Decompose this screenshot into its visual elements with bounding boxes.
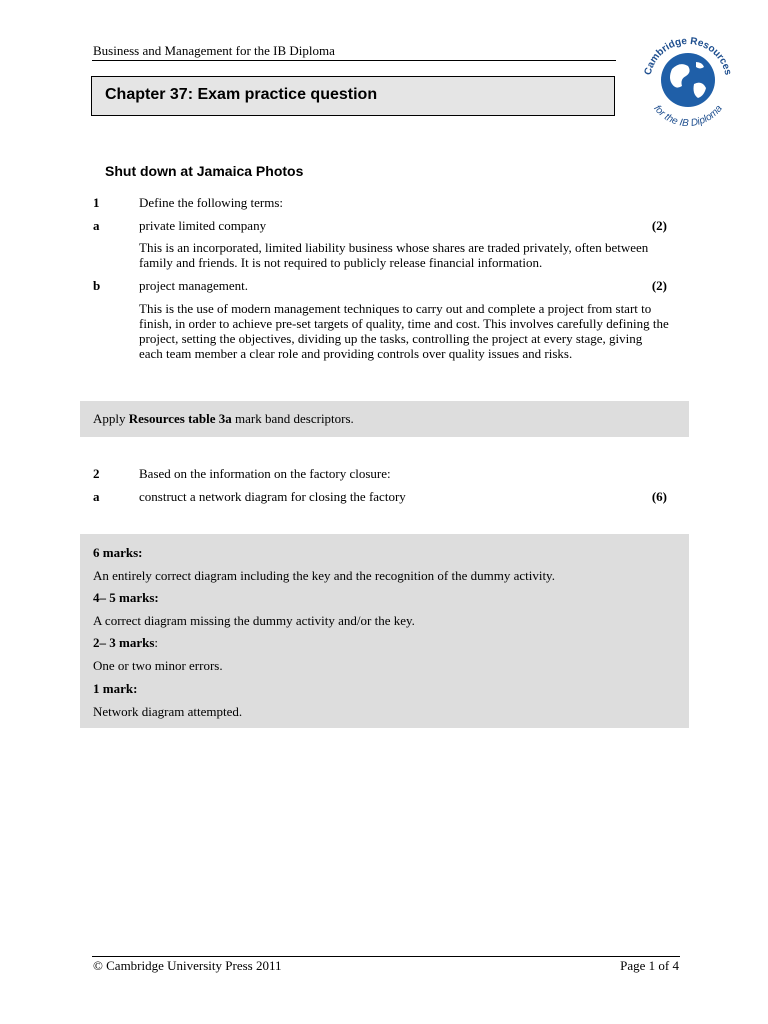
marks-label: (6) — [651, 489, 667, 504]
resources-table-reference: Resources table 3a — [128, 411, 232, 426]
mark-scheme-box — [80, 401, 689, 437]
document-header: Business and Management for the IB Diploma — [93, 43, 335, 58]
mark-band-heading: 4– 5 marks: — [93, 590, 159, 605]
marks-label: (2) — [651, 278, 667, 293]
cambridge-resources-logo — [636, 24, 740, 128]
part-letter: a — [93, 489, 100, 504]
model-answer: This is an incorporated, limited liability business whose shares are traded privately, often between family and friends. It is not required to publicly release financial information. — [139, 240, 649, 270]
question-number: 2 — [93, 466, 100, 481]
section-title: Shut down at Jamaica Photos — [105, 163, 304, 179]
logo-text-top: Cambridge Resources — [642, 35, 734, 77]
header-divider — [92, 60, 616, 61]
logo-text-bottom: for the IB Diploma — [651, 103, 725, 128]
chapter-title: Chapter 37: Exam practice question — [105, 86, 378, 103]
marks-label: (2) — [651, 218, 667, 233]
mark-band-heading: 1 mark: — [93, 681, 138, 696]
part-text: project management. — [139, 278, 249, 293]
question-number: 1 — [93, 195, 100, 210]
part-letter: b — [93, 278, 101, 293]
apply-mark-band-note: Apply Resources table 3a mark band descriptors. — [93, 411, 354, 426]
mark-band-heading: 6 marks: — [93, 545, 143, 560]
question-prompt: Define the following terms: — [139, 195, 284, 210]
page-number: Page 1 of 4 — [620, 958, 679, 973]
copyright-notice: © Cambridge University Press 2011 — [93, 958, 282, 973]
part-text: construct a network diagram for closing the factory — [139, 489, 406, 504]
mark-band-description: One or two minor errors. — [93, 658, 223, 673]
mark-band-heading: 2– 3 marks: — [93, 635, 159, 650]
chapter-title-box — [91, 76, 615, 116]
mark-band-description: Network diagram attempted. — [93, 704, 243, 719]
mark-band-description: An entirely correct diagram including the key and the recognition of the dummy activity. — [93, 568, 555, 583]
mark-bands-box — [80, 534, 689, 728]
part-text: private limited company — [139, 218, 267, 233]
part-letter: a — [93, 218, 100, 233]
model-answer: This is the use of modern management techniques to carry out and complete a project from start to finish, in order to achieve pre-set targets of quality, time and cost. This involves carefully defining the project, setting the objectives, dividing up the tasks, controlling the project at every stage, giving each team member a clear role and providing controls over quality issues and risks. — [139, 301, 669, 361]
globe-icon — [661, 53, 715, 107]
mark-band-description: A correct diagram missing the dummy activity and/or the key. — [93, 613, 415, 628]
footer-divider — [92, 956, 680, 957]
question-prompt: Based on the information on the factory closure: — [139, 466, 391, 481]
